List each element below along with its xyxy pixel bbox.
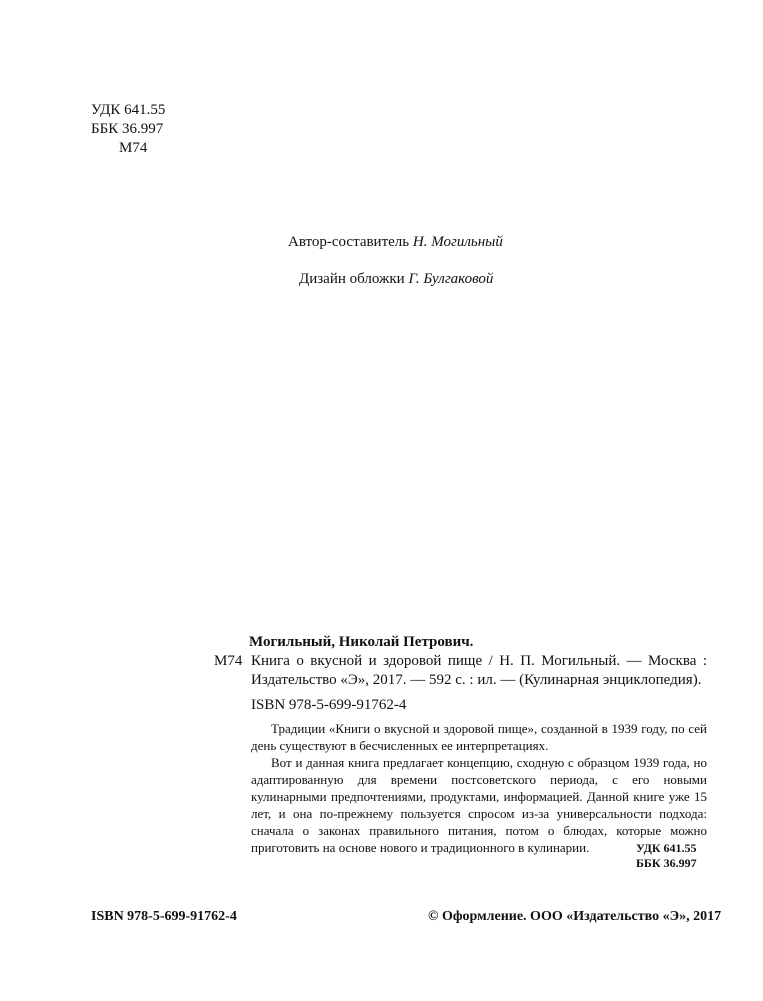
record-description: Книга о вкусной и здоровой пище / Н. П. Могильный. — Москва : Издательство «Э», 2017. — 592 с. : ил. — (Кулинарная энциклопедия).	[251, 653, 707, 688]
annotation-paragraph: Вот и данная книга предлагает концепцию, сходную с образцом 1939 года, но адаптированную для времени постсоветского периода, с его новыми кулинарными предпочтениями, продуктами, информацией. Данной книге уже 15 лет, и она по-прежнему пользуется спросом из-за универсальности подхода: сначала о законах правильного питания, потом о блюдах, которые можно приготовить на основе нового и традиционного в кулинарии.	[251, 755, 707, 855]
record-mark: М74	[214, 653, 243, 669]
bbk-code: ББК 36.997	[91, 121, 164, 137]
compiler-credit	[288, 234, 503, 251]
udk-code: УДК 641.55	[91, 102, 166, 118]
annotation	[251, 720, 707, 856]
catalog-record	[214, 633, 707, 715]
record-isbn: ISBN 978-5-699-91762-4	[251, 697, 407, 713]
cover-label: Дизайн обложки	[299, 271, 409, 287]
classification-codes	[91, 101, 165, 158]
author-mark: М74	[119, 140, 148, 156]
annotation-paragraph: Традиции «Книги о вкусной и здоровой пище», созданной в 1939 году, по сей день существуют в бесчисленных ее интерпретациях.	[251, 721, 707, 753]
small-bbk-code: ББК 36.997	[636, 856, 697, 870]
footer-copyright: © Оформление. ООО «Издательство «Э», 2017	[428, 909, 722, 924]
footer-isbn: ISBN 978-5-699-91762-4	[91, 909, 237, 924]
record-entry	[214, 652, 707, 690]
compiler-label: Автор-составитель	[288, 234, 413, 250]
small-udk-code: УДК 641.55	[636, 841, 697, 855]
cover-designer-name: Г. Булгаковой	[408, 271, 494, 287]
compiler-name: Н. Могильный	[412, 234, 503, 250]
cover-design-credit	[299, 271, 493, 288]
record-heading: Могильный, Николай Петрович.	[249, 634, 474, 650]
small-classification-codes	[636, 841, 697, 871]
